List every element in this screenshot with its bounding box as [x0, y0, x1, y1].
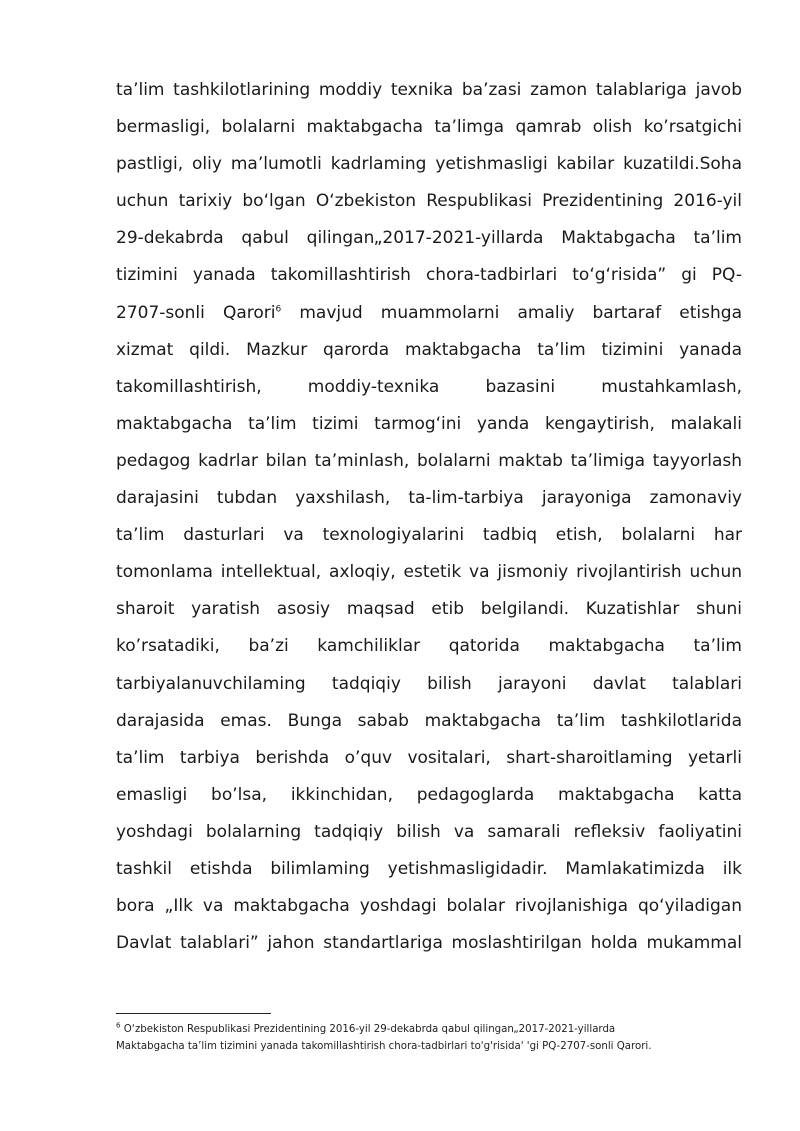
body-line-with-footnote-ref — [116, 295, 742, 332]
body-line: tomonlama intellektual, axloqiy, estetik va jismoniy rivojlantirish uchun — [116, 562, 742, 583]
body-line: uchun tarixiy bo‘lgan O‘zbekiston Respublikasi Prezidentining 2016-yil — [116, 191, 742, 212]
footnote-reference[interactable]: 6 — [275, 303, 282, 314]
body-line: tarbiyalanuvchilaming tadqiqiy bilish jarayoni davlat talablari — [116, 673, 742, 694]
body-line: ta’lim tarbiya berishda o’quv vositalari, shart-sharoitlaming yetarli — [116, 747, 742, 768]
footnote — [116, 1021, 742, 1055]
body-line: bora „Ilk va maktabgacha yoshdagi bolalar rivojlanishiga qo‘yiladigan — [116, 896, 742, 917]
body-line-text: mavjud muammolarni amaliy bartaraf etishga — [281, 302, 742, 323]
footnote-line — [116, 1021, 742, 1038]
body-line: xizmat qildi. Mazkur qarorda maktabgacha ta’lim tizimini yanada — [116, 339, 742, 360]
body-line: Davlat talablari” jahon standartlariga moslashtirilgan holda mukammal — [116, 933, 742, 954]
body-line: tizimini yanada takomillashtirish chora-tadbirlari to‘g‘risida” gi PQ- — [116, 265, 742, 286]
body-line: sharoit yaratish asosiy maqsad etib belgilandi. Kuzatishlar shuni — [116, 599, 742, 620]
body-text — [116, 72, 742, 962]
body-line: pedagog kadrlar bilan ta’minlash, bolalarni maktab ta’limiga tayyorlash — [116, 450, 742, 471]
body-line: maktabgacha ta’lim tizimi tarmog‘ini yanda kengaytirish, malakali — [116, 413, 742, 434]
body-line: pastligi, oliy ma’lumotli kadrlaming yetishmasligi kabilar kuzatildi.Soha — [116, 154, 742, 175]
footnote-text: O‘zbekiston Respublikasi Prezidentining 2016-yil 29-dekabrda qabul qilingan„2017-2021-yillarda — [120, 1024, 616, 1035]
body-line: ta’lim dasturlari va texnologiyalarini tadbiq etish, bolalarni har — [116, 525, 742, 546]
body-line: yoshdagi bolalarning tadqiqiy bilish va samarali refleksiv faoliyatini — [116, 821, 742, 842]
body-line: darajasini tubdan yaxshilash, ta-lim-tarbiya jarayoniga zamonaviy — [116, 488, 742, 509]
body-line: takomillashtirish, moddiy-texnika bazasini mustahkamlash, — [116, 376, 742, 397]
body-line: ta’lim tashkilotlarining moddiy texnika ba’zasi zamon talablariga javob — [116, 80, 742, 100]
footnote-separator — [116, 1013, 271, 1014]
body-line-text: 2707-sonli Qarori — [116, 302, 276, 323]
body-line: ko’rsatadiki, ba’zi kamchiliklar qatorida maktabgacha ta’lim — [116, 636, 742, 657]
body-line: emasligi bo’lsa, ikkinchidan, pedagoglarda maktabgacha katta — [116, 784, 742, 805]
footnote-marker: 6 — [116, 1021, 121, 1030]
body-line: darajasida emas. Bunga sabab maktabgacha ta’lim tashkilotlarida — [116, 710, 742, 731]
body-line: 29-dekabrda qabul qilingan„2017-2021-yillarda Maktabgacha ta’lim — [116, 228, 742, 249]
footnote-line: Maktabgacha ta’lim tizimini yanada takomillashtirish chora-tadbirlari to'g'risida' 'gi PQ-2707-sonli Qarori. — [116, 1041, 652, 1052]
body-line: tashkil etishda bilimlaming yetishmasligidadir. Mamlakatimizda ilk — [116, 858, 742, 879]
body-line: bermasligi, bolalarni maktabgacha ta’limga qamrab olish ko’rsatgichi — [116, 117, 742, 138]
